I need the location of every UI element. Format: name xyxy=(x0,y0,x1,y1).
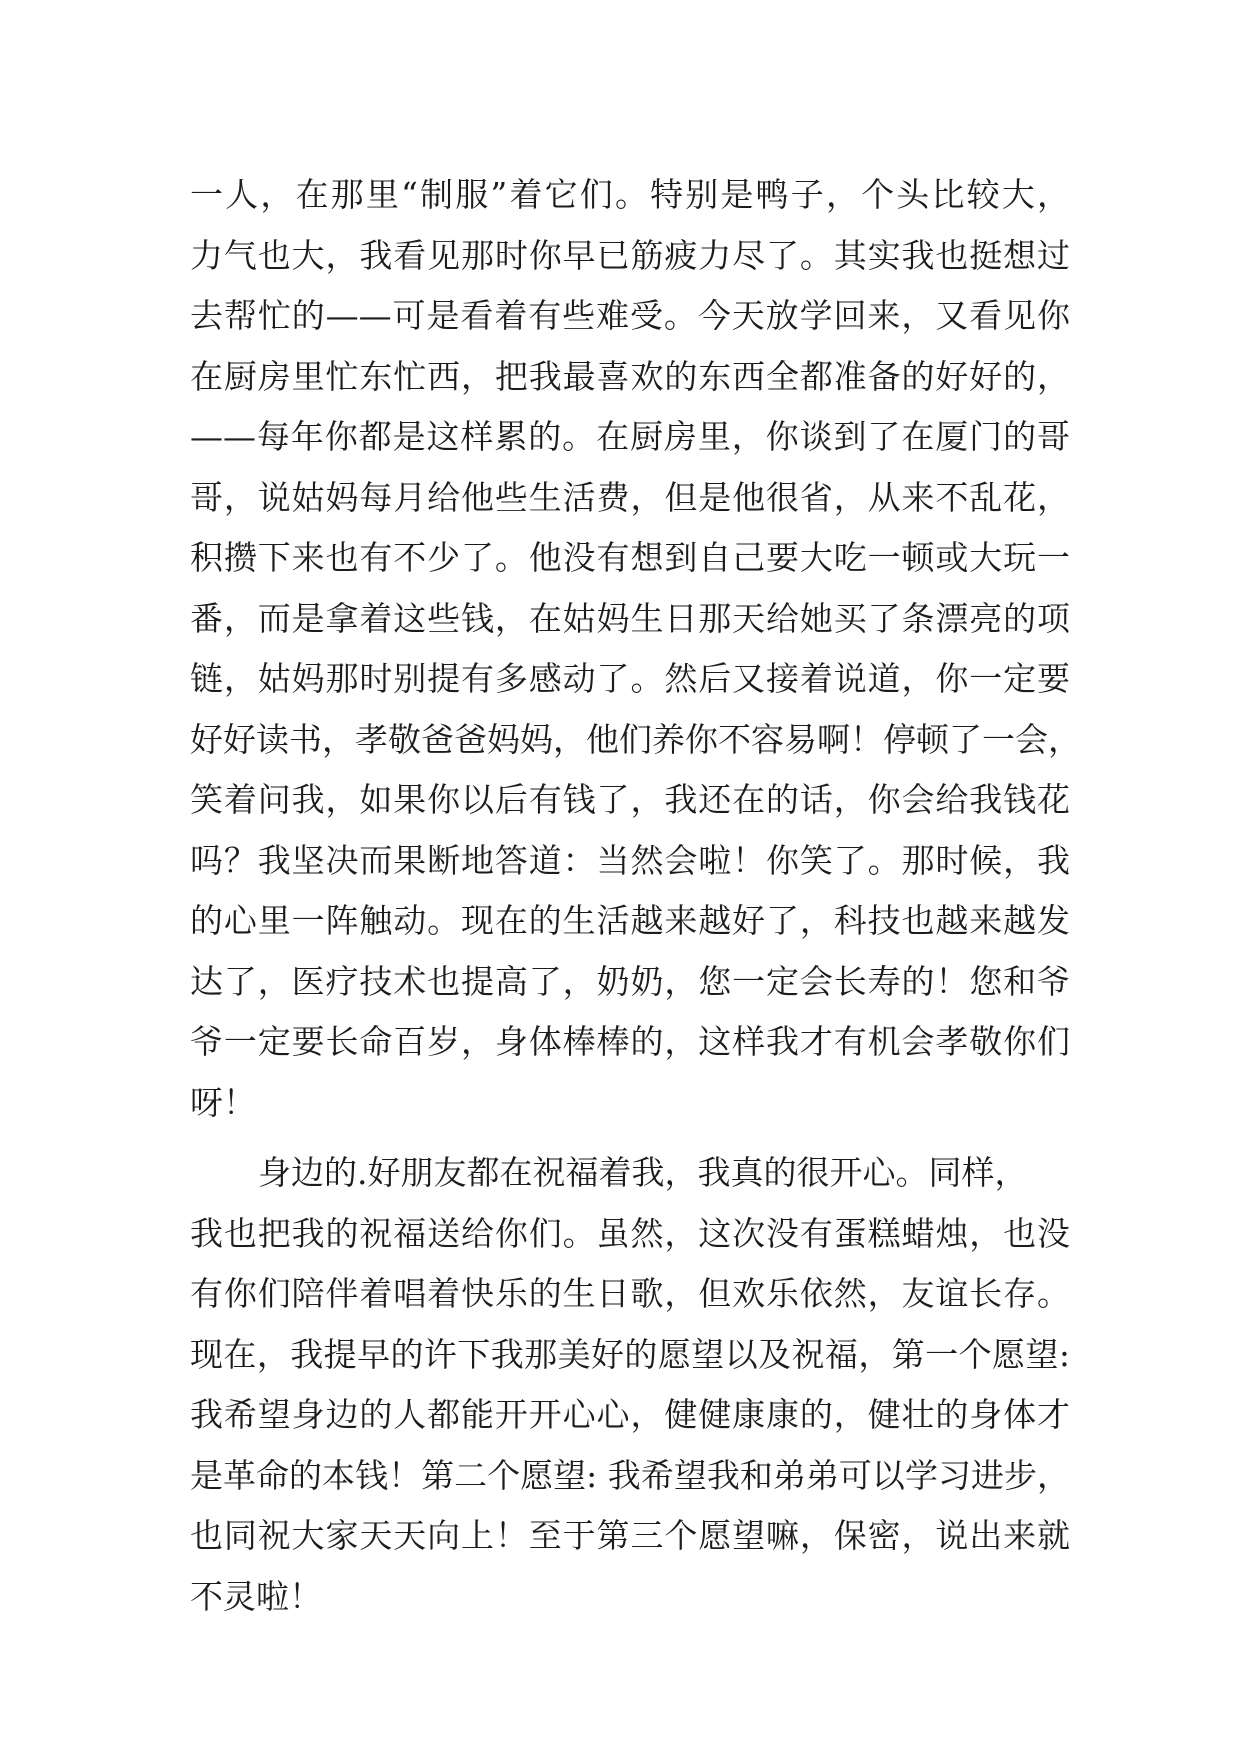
document-body xyxy=(190,165,1081,1627)
text-line: 呀！ xyxy=(190,1082,256,1122)
text-line: 笑着问我，如果你以后有钱了，我还在的话，你会给我钱花 xyxy=(190,780,1070,819)
text-line: ——每年你都是这样累的。在厨房里，你谈到了在厦门的哥 xyxy=(190,417,1070,456)
text-line-indented: 身边的.好朋友都在祝福着我，我真的很开心。同样， xyxy=(258,1153,1028,1192)
text-line: 链，姑妈那时别提有多感动了。然后又接着说道，你一定要 xyxy=(190,659,1070,698)
text-line: 力气也大，我看见那时你早已筋疲力尽了。其实我也挺想过 xyxy=(190,235,1070,275)
text-line: 一人，在那里“制服”着它们。特别是鸭子，个头比较大， xyxy=(190,175,1070,214)
paragraph-spacer xyxy=(190,1133,1070,1143)
text-line: 也同祝大家天天向上！至于第三个愿望嘛，保密，说出来就 xyxy=(190,1516,1070,1555)
text-line: 现在，我提早的许下我那美好的愿望以及祝福，第一个愿望: xyxy=(190,1334,1070,1374)
text-line: 不灵啦！ xyxy=(190,1576,322,1616)
text-line: 的心里一阵触动。现在的生活越来越好了，科技也越来越发 xyxy=(190,901,1070,940)
text-line: 达了，医疗技术也提高了，奶奶，您一定会长寿的！您和爷 xyxy=(190,961,1070,1001)
text-line: 是革命的本钱！第二个愿望: 我希望我和弟弟可以学习进步， xyxy=(190,1455,1070,1495)
paragraph-1 xyxy=(190,165,1081,1133)
text-line: 哥，说姑妈每月给他些生活费，但是他很省，从来不乱花， xyxy=(190,477,1070,517)
text-line: 积攒下来也有不少了。他没有想到自己要大吃一顿或大玩一 xyxy=(190,538,1070,577)
text-line: 好好读书，孝敬爸爸妈妈，他们养你不容易啊！停顿了一会， xyxy=(190,719,1081,759)
text-line: 我也把我的祝福送给你们。虽然，这次没有蛋糕蜡烛，也没 xyxy=(190,1213,1070,1253)
text-line: 番，而是拿着这些钱，在姑妈生日那天给她买了条漂亮的项 xyxy=(190,598,1070,638)
text-line: 爷一定要长命百岁，身体棒棒的，这样我才有机会孝敬你们 xyxy=(190,1022,1070,1061)
text-line: 吗？我坚决而果断地答道：当然会啦！你笑了。那时候，我 xyxy=(190,840,1070,880)
text-line: 我希望身边的人都能开开心心，健健康康的，健壮的身体才 xyxy=(190,1395,1070,1434)
paragraph-2 xyxy=(190,1143,1070,1627)
text-line: 去帮忙的——可是看着有些难受。今天放学回来，又看见你 xyxy=(190,296,1070,335)
text-line: 在厨房里忙东忙西，把我最喜欢的东西全都准备的好好的， xyxy=(190,356,1070,396)
text-line: 有你们陪伴着唱着快乐的生日歌，但欢乐依然，友谊长存。 xyxy=(190,1274,1070,1313)
